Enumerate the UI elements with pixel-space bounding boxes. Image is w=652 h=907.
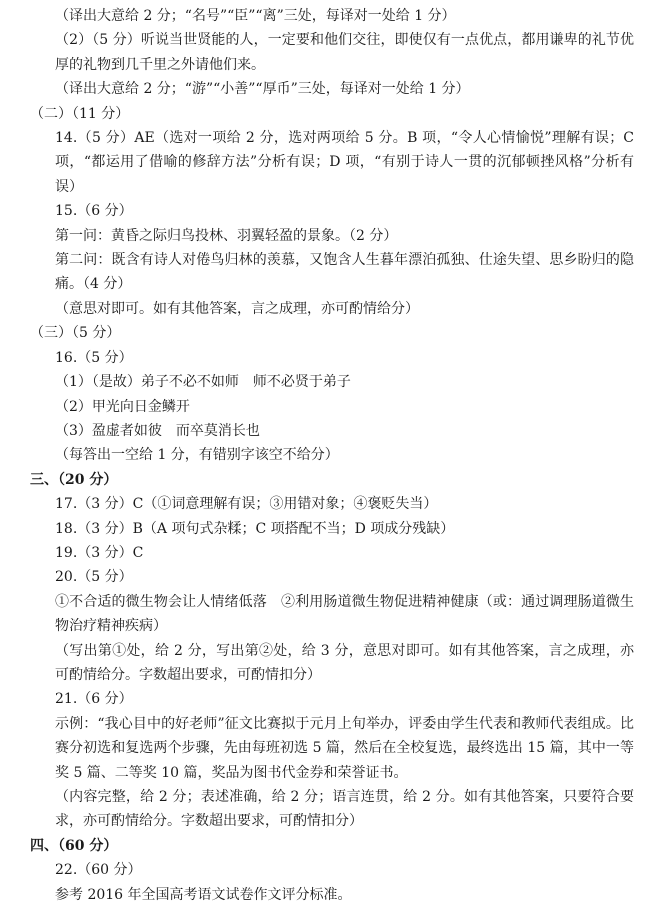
question-16-heading: 16.（5 分） [55,349,133,366]
section-heading-2: （二）（11 分） [30,105,130,122]
question-22-heading: 22.（60 分） [55,862,142,879]
answer-15-part-1: 第一问：黄昏之际归鸟投林、羽翼轻盈的景象。（2 分） [55,227,398,244]
answer-16-3: （3）盈虚者如彼 而卒莫消长也 [55,422,260,439]
note-16: （每答出一空给 1 分，有错别字该空不给分） [55,447,339,464]
question-20-heading: 20.（5 分） [55,569,133,586]
answer-12-2: （2）（5 分）听说当世贤能的人，一定要和他们交往，即使仅有一点优点，都用谦卑的礼节优厚的礼物到几千里之外请他们来。 [55,32,634,73]
answer-22: 参考 2016 年全国高考语文试卷作文评分标准。 [55,886,352,903]
answer-21-example: 示例：“我心目中的好老师”征文比赛拟于元月上旬举办，评委由学生代表和教师代表组成。比赛分初选和复选两个步骤，先由每班初选 5 篇，然后在全校复选，最终选出 15 篇，其中一等奖 5 篇、二等奖 10 篇，奖品为图书代金券和荣誉证书。 [55,715,634,781]
answer-20: ①不合适的微生物会让人情绪低落 ②利用肠道微生物促进精神健康（或：通过调理肠道微生物治疗精神疾病） [55,593,634,635]
section-heading-3: （三）（5 分） [30,325,121,342]
note-21: （内容完整，给 2 分；表述准确，给 2 分；语言连贯，给 2 分。如有其他答案，只要符合要求，亦可酌情给分。字数超出要求，可酌情扣分） [55,789,634,830]
part-3-heading: 三、（20 分） [30,471,118,488]
part-4-heading: 四、（60 分） [30,837,118,854]
note-translation-scoring-1: （译出大意给 2 分；“名号”“臣”“离”三处，每译对一处给 1 分） [55,8,456,24]
answer-16-1: （1）（是故）弟子不必不如师 师不必贤于弟子 [55,374,351,391]
answer-16-2: （2）甲光向日金鳞开 [55,398,190,415]
note-translation-scoring-2: （译出大意给 2 分；“游”“小善”“厚币”三处，每译对一处给 1 分） [55,81,470,98]
answer-17: 17.（3 分）C（①词意理解有误；③用错对象；④褒贬失当） [55,496,438,513]
answer-15-part-2: 第二问：既含有诗人对倦鸟归林的羡慕，又饱含人生暮年漂泊孤独、仕途失望、思乡盼归的隐痛。（4 分） [55,252,634,293]
note-15: （意思对即可。如有其他答案，言之成理，亦可酌情给分） [55,300,419,317]
answer-19: 19.（3 分）C [55,544,144,561]
question-15-heading: 15.（6 分） [55,203,133,220]
question-21-heading: 21.（6 分） [55,691,133,708]
answer-18: 18.（3 分）B（A 项句式杂糅；C 项搭配不当；D 项成分残缺） [55,520,455,537]
answer-14: 14.（5 分）AE（选对一项给 2 分，选对两项给 5 分。B 项，“令人心情愉悦”理解有误；C 项，“都运用了借喻的修辞方法”分析有误；D 项，“有别于诗人一贯的沉郁顿挫风格”分析有误） [55,130,634,195]
note-20: （写出第①处，给 2 分，写出第②处，给 3 分，意思对即可。如有其他答案，言之成理，亦可酌情给分。字数超出要求，可酌情扣分） [55,642,634,683]
